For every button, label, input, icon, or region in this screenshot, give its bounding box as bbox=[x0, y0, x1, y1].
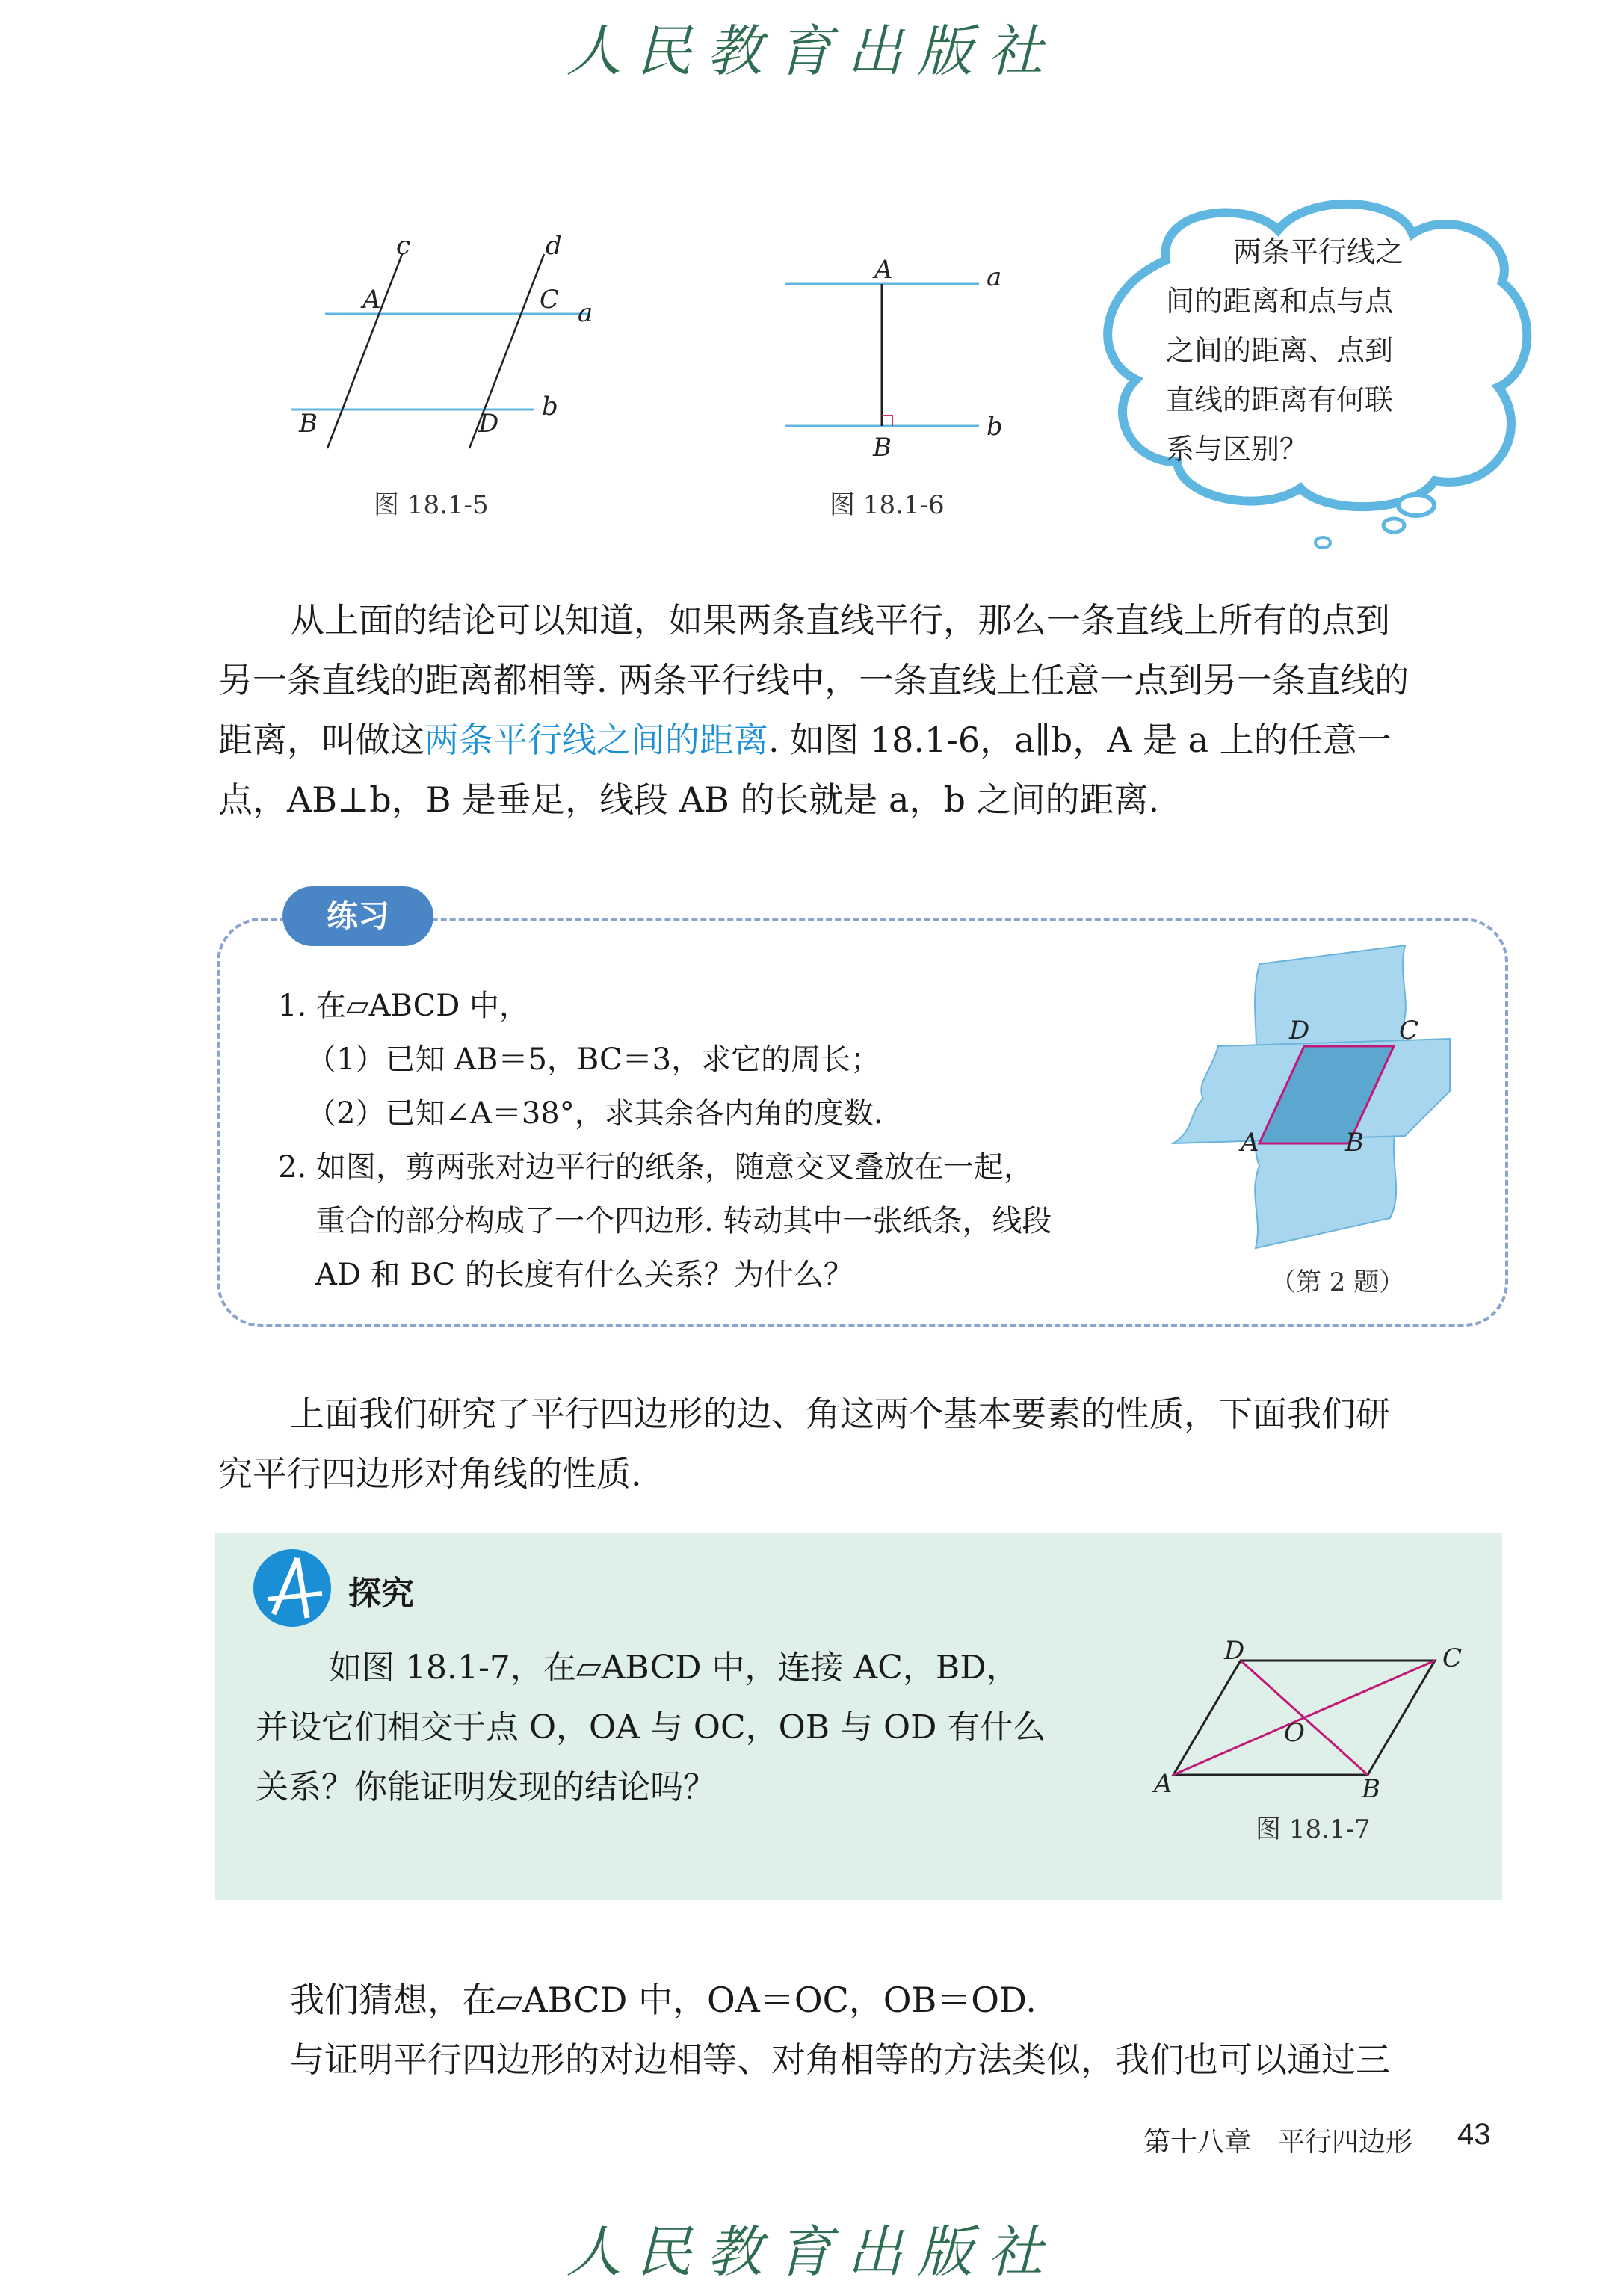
label-C: C bbox=[540, 285, 560, 315]
label-b: b bbox=[542, 392, 558, 421]
label-a: a bbox=[987, 262, 1002, 292]
label-A: A bbox=[874, 255, 893, 285]
chapter-footer: 第十八章 平行四边形 bbox=[1143, 2126, 1413, 2157]
label-C: C bbox=[1442, 1643, 1463, 1673]
exercise-fig-caption: （第 2 题） bbox=[1271, 1267, 1405, 1297]
para1-line-3a: 距离，叫做这 bbox=[218, 720, 424, 760]
line-c bbox=[327, 254, 402, 448]
label-B: B bbox=[1345, 1128, 1364, 1158]
label-B: B bbox=[1362, 1774, 1380, 1801]
para1-line-3 bbox=[218, 710, 1504, 770]
label-a: a bbox=[578, 298, 593, 328]
bubble-line-4: 直线的距离有何联 bbox=[1166, 383, 1394, 416]
definition-highlight: 两条平行线之间的距离 bbox=[424, 720, 768, 760]
exercise-line-2: （1）已知 AB＝5，BC＝3，求它的周长； bbox=[306, 1043, 881, 1077]
label-d: d bbox=[546, 231, 562, 261]
exercise-title: 练习 bbox=[282, 886, 433, 946]
label-O: O bbox=[1284, 1718, 1305, 1748]
label-B: B bbox=[299, 409, 318, 439]
label-A: A bbox=[1154, 1769, 1173, 1799]
para2-line-2: 究平行四边形对角线的性质. bbox=[218, 1454, 642, 1494]
bubble-line-5: 系与区别？ bbox=[1166, 433, 1309, 466]
para2-line-1: 上面我们研究了平行四边形的边、角这两个基本要素的性质，下面我们研 bbox=[290, 1394, 1390, 1434]
para1-line-3b: . 如图 18.1-6，a∥b，A 是 a 上的任意一 bbox=[768, 720, 1392, 760]
para3-line-1: 我们猜想，在▱ABCD 中，OA＝OC，OB＝OD. bbox=[290, 1980, 1037, 2020]
bubble-line-3: 之间的距离、点到 bbox=[1166, 334, 1394, 367]
para1-line-2: 另一条直线的距离都相等. 两条平行线中，一条直线上任意一点到另一条直线的 bbox=[218, 660, 1410, 700]
exercise-line-3: （2）已知∠A＝38°，求其余各内角的度数. bbox=[306, 1096, 883, 1131]
exercise-line-1: 1. 在▱ABCD 中， bbox=[278, 989, 530, 1023]
label-D: D bbox=[1224, 1636, 1245, 1666]
figure-18-1-7 bbox=[1151, 1629, 1480, 1801]
exercise-line-4: 2. 如图，剪两张对边平行的纸条，随意交叉叠放在一起， bbox=[278, 1150, 1034, 1184]
explore-line-1: 如图 18.1-7，在▱ABCD 中，连接 AC，BD， bbox=[329, 1649, 1019, 1687]
exercise-line-5: 重合的部分构成了一个四边形. 转动其中一张纸条，线段 bbox=[315, 1204, 1052, 1238]
label-A: A bbox=[362, 285, 381, 315]
crossing-strips-figure bbox=[1166, 934, 1480, 1270]
compass-icon bbox=[251, 1547, 333, 1629]
explore-line-3: 关系？你能证明发现的结论吗？ bbox=[256, 1768, 716, 1806]
fig7-caption: 图 18.1-7 bbox=[1256, 1814, 1371, 1844]
label-D: D bbox=[478, 409, 499, 439]
figure-18-1-6 bbox=[770, 247, 1054, 463]
label-A: A bbox=[1241, 1128, 1259, 1158]
bubble-line-1: 两条平行线之 bbox=[1233, 235, 1404, 268]
bubble-line-2: 间的距离和点与点 bbox=[1166, 285, 1394, 318]
right-angle-mark bbox=[882, 416, 892, 426]
explore-title: 探究 bbox=[348, 1575, 414, 1613]
fig5-caption: 图 18.1-5 bbox=[374, 490, 489, 520]
label-b: b bbox=[987, 412, 1003, 442]
publisher-logo-bottom: 人民教育出版社 bbox=[566, 2220, 1058, 2285]
publisher-logo-top: 人民教育出版社 bbox=[566, 19, 1058, 84]
page-number: 43 bbox=[1457, 2118, 1491, 2151]
para1-line-4: 点，AB⊥b，B 是垂足，线段 AB 的长就是 a，b 之间的距离. bbox=[218, 779, 1160, 820]
label-C: C bbox=[1399, 1016, 1419, 1045]
fig6-caption: 图 18.1-6 bbox=[830, 490, 945, 520]
exercise-line-6: AD 和 BC 的长度有什么关系？为什么？ bbox=[315, 1258, 853, 1292]
para1-line-1: 从上面的结论可以知道，如果两条直线平行，那么一条直线上所有的点到 bbox=[290, 600, 1390, 640]
label-B: B bbox=[873, 433, 892, 463]
para3-line-2: 与证明平行四边形的对边相等、对角相等的方法类似，我们也可以通过三 bbox=[290, 2039, 1390, 2080]
explore-line-2: 并设它们相交于点 O，OA 与 OC，OB 与 OD 有什么 bbox=[256, 1708, 1046, 1746]
label-D: D bbox=[1289, 1016, 1310, 1045]
figure-18-1-5 bbox=[277, 224, 620, 463]
label-c: c bbox=[396, 231, 411, 261]
